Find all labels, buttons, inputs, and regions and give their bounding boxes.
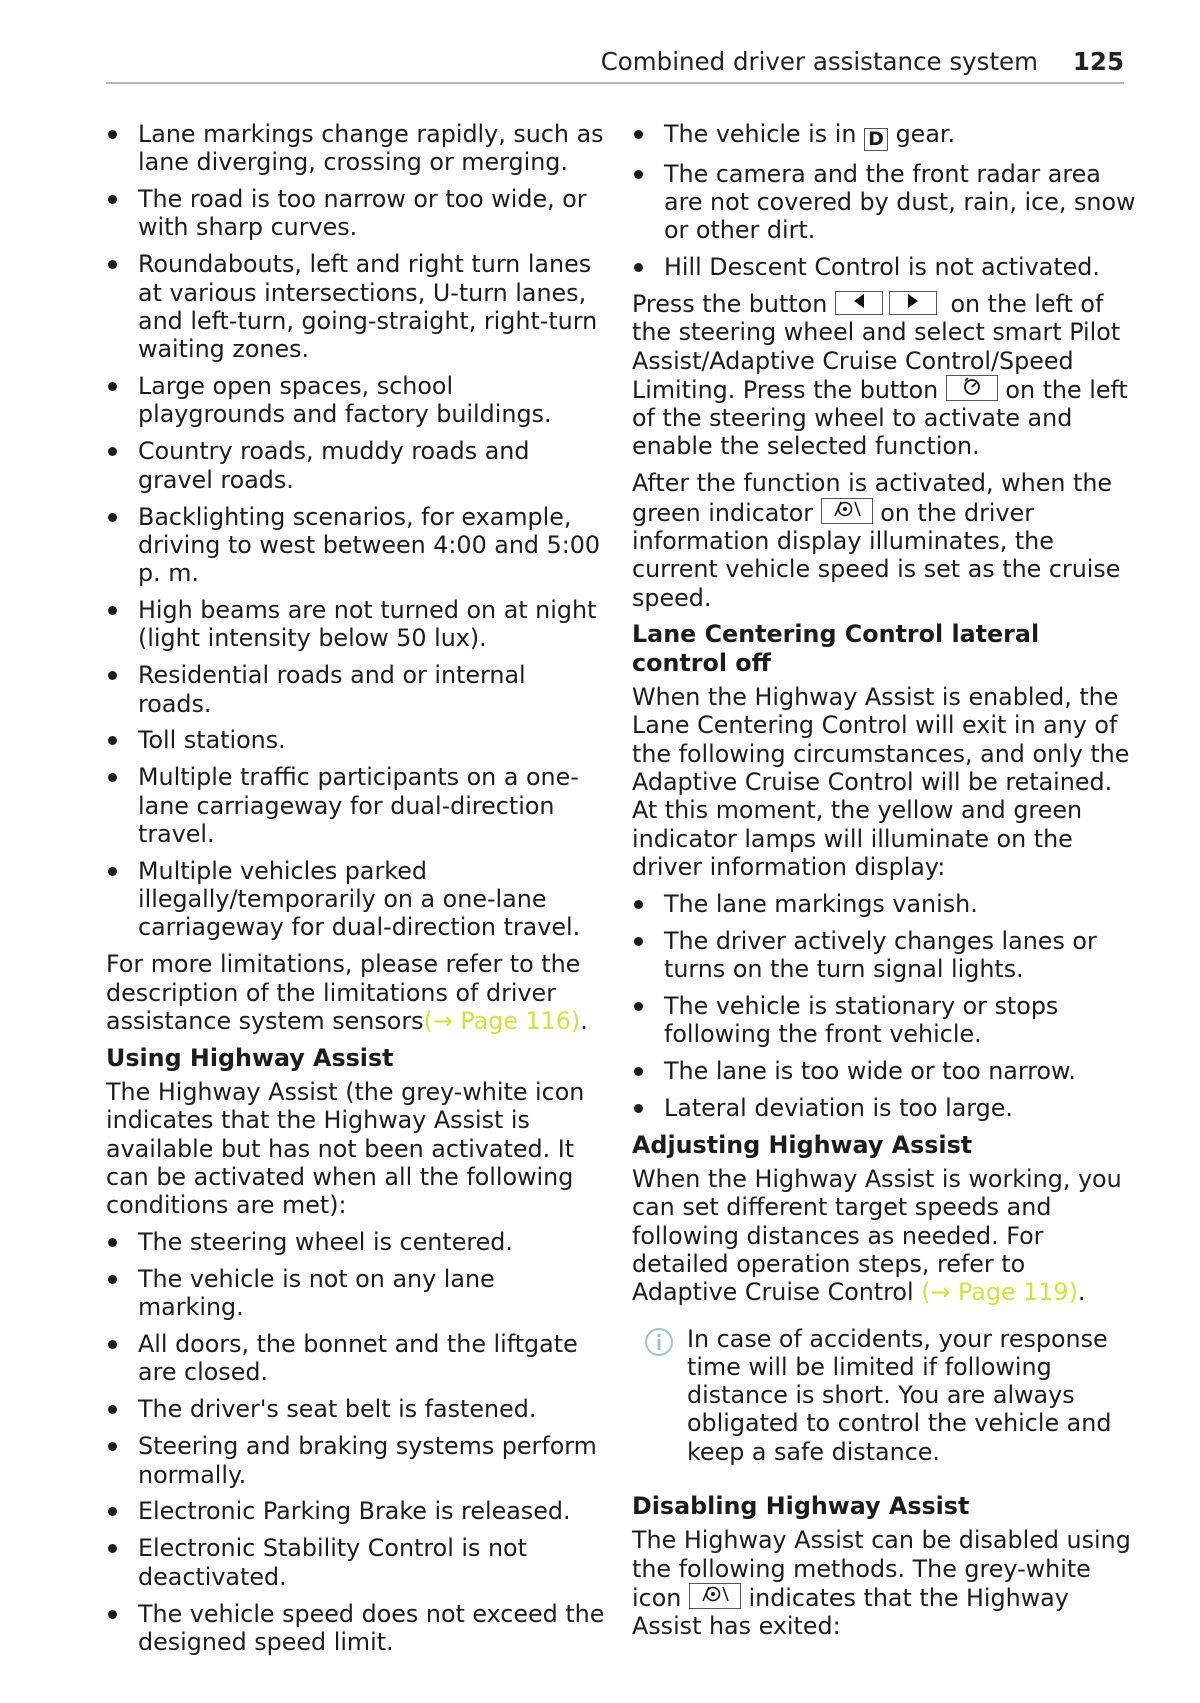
lcc-off-text: When the Highway Assist is enabled, the Lane Centering Control will exit in any of the following circumstances, and only the Adaptive Cruise Control will be retained. At this moment, the yellow and green indicator lamps will illuminate on the driver information display: [632,683,1130,881]
list-item: Toll stations. [106,726,606,754]
highway-assist-icon [689,1583,741,1609]
list-item: All doors, the bonnet and the liftgate are closed. [106,1330,606,1387]
list-item: The road is too narrow or too wide, or with sharp curves. [106,185,606,242]
list-item: Hill Descent Control is not activated. [632,253,1136,281]
steering-assist-icon [946,375,998,401]
list-item [632,120,1136,151]
info-icon [644,1327,674,1363]
disabling-heading: Disabling Highway Assist [632,1492,970,1520]
right-column [632,120,1136,1649]
page-header [106,44,1124,84]
header-title: Combined driver assistance system [600,47,1038,76]
page-number: 125 [1072,47,1124,76]
using-highway-assist-heading: Using Highway Assist [106,1043,394,1072]
list-item: The vehicle speed does not exceed the designed speed limit. [106,1600,606,1657]
list-item: The driver's seat belt is fastened. [106,1395,606,1423]
info-note-text: In case of accidents, your response time will be limited if following distance is short. You are always obligated to control the vehicle and keep a safe distance. [687,1324,1112,1466]
arrow-right-icon [889,291,937,315]
list-item: Roundabouts, left and right turn lanes at various intersections, U-turn lanes, and left-turn, going-straight, right-turn waiting zones. [106,250,606,363]
period: . [580,1006,588,1035]
list-item: Electronic Parking Brake is released. [106,1497,606,1525]
list-item: The driver actively changes lanes or turns on the turn signal lights. [632,927,1136,984]
arrow-left-icon [835,291,883,315]
list-item: The camera and the front radar area are not covered by dust, rain, ice, snow or other dirt. [632,160,1136,245]
list-item: The lane markings vanish. [632,890,1136,918]
more-limitations-paragraph [106,950,606,1035]
adjusting-text: When the Highway Assist is working, you can set different target speeds and following distances as needed. For detailed operation steps, refer to Adaptive Cruise Control [632,1165,1122,1307]
list-item: Large open spaces, school playgrounds and factory buildings. [106,372,606,429]
list-item: The steering wheel is centered. [106,1228,606,1256]
page-116-link[interactable]: (→ Page 116) [423,1006,581,1035]
list-item: Electronic Stability Control is not deactivated. [106,1534,606,1591]
list-item: Lane markings change rapidly, such as lane diverging, crossing or merging. [106,120,606,177]
limitations-list [106,120,606,942]
list-item: High beams are not turned on at night (light intensity below 50 lux). [106,596,606,653]
activation-conditions-continued [632,120,1136,281]
using-highway-assist-text: The Highway Assist (the grey-white icon indicates that the Highway Assist is available but has not been activated. It can be activated when all the following conditions are met): [106,1078,585,1220]
press-button-paragraph [632,290,1136,461]
lcc-off-heading: Lane Centering Control lateral control off [632,620,1040,677]
list-item: Multiple vehicles parked illegally/temporarily on a one-lane carriageway for dual-direction travel. [106,857,606,942]
more-limitations-text: For more limitations, please refer to the description of the limitations of driver assistance system sensors [106,950,581,1035]
list-item: The vehicle is not on any lane marking. [106,1265,606,1322]
list-item: The lane is too wide or too narrow. [632,1057,1136,1085]
list-item: Steering and braking systems perform normally. [106,1432,606,1489]
disabling-prefix: The Highway Assist can be disabled using the following methods. The grey-white icon [632,1526,1131,1612]
list-item: Multiple traffic participants on a one-lane carriageway for dual-direction travel. [106,763,606,848]
period: . [1077,1278,1086,1307]
after-prefix: After the function is activated, when the green indicator [632,469,1113,527]
list-item: Backlighting scenarios, for example, driving to west between 4:00 and 5:00 p. m. [106,503,606,588]
list-item: Lateral deviation is too large. [632,1094,1136,1122]
highway-assist-icon [821,498,873,524]
activation-conditions-list [106,1228,606,1656]
left-column [106,120,606,1665]
disabling-suffix: indicates that the Highway Assist has exited: [632,1583,1069,1641]
activation-result-paragraph [632,469,1136,611]
adjusting-heading: Adjusting Highway Assist [632,1130,973,1159]
list-item: Country roads, muddy roads and gravel roads. [106,437,606,494]
list-item: Residential roads and or internal roads. [106,661,606,718]
press-prefix: Press the button [632,289,828,318]
page-119-link[interactable]: (→ Page 119) [921,1278,1078,1307]
adjusting-paragraph [632,1165,1136,1306]
gear-d-key: D [864,128,888,151]
press-suffix: on the left of the steering wheel to activate and enable the selected function. [632,375,1128,461]
after-suffix: on the driver information display illuminates, the current vehicle speed is set as the cruise speed. [632,498,1121,612]
gear-prefix: The vehicle is in [664,120,857,148]
lcc-exit-list [632,890,1136,1122]
list-item: The vehicle is stationary or stops following the front vehicle. [632,992,1136,1049]
gear-suffix: gear. [895,120,956,148]
disabling-paragraph [632,1526,1136,1640]
press-mid: on the left of the steering wheel and select smart Pilot Assist/Adaptive Cruise Control/Speed Limiting. Press the button [632,289,1121,404]
info-note [632,1325,1136,1466]
